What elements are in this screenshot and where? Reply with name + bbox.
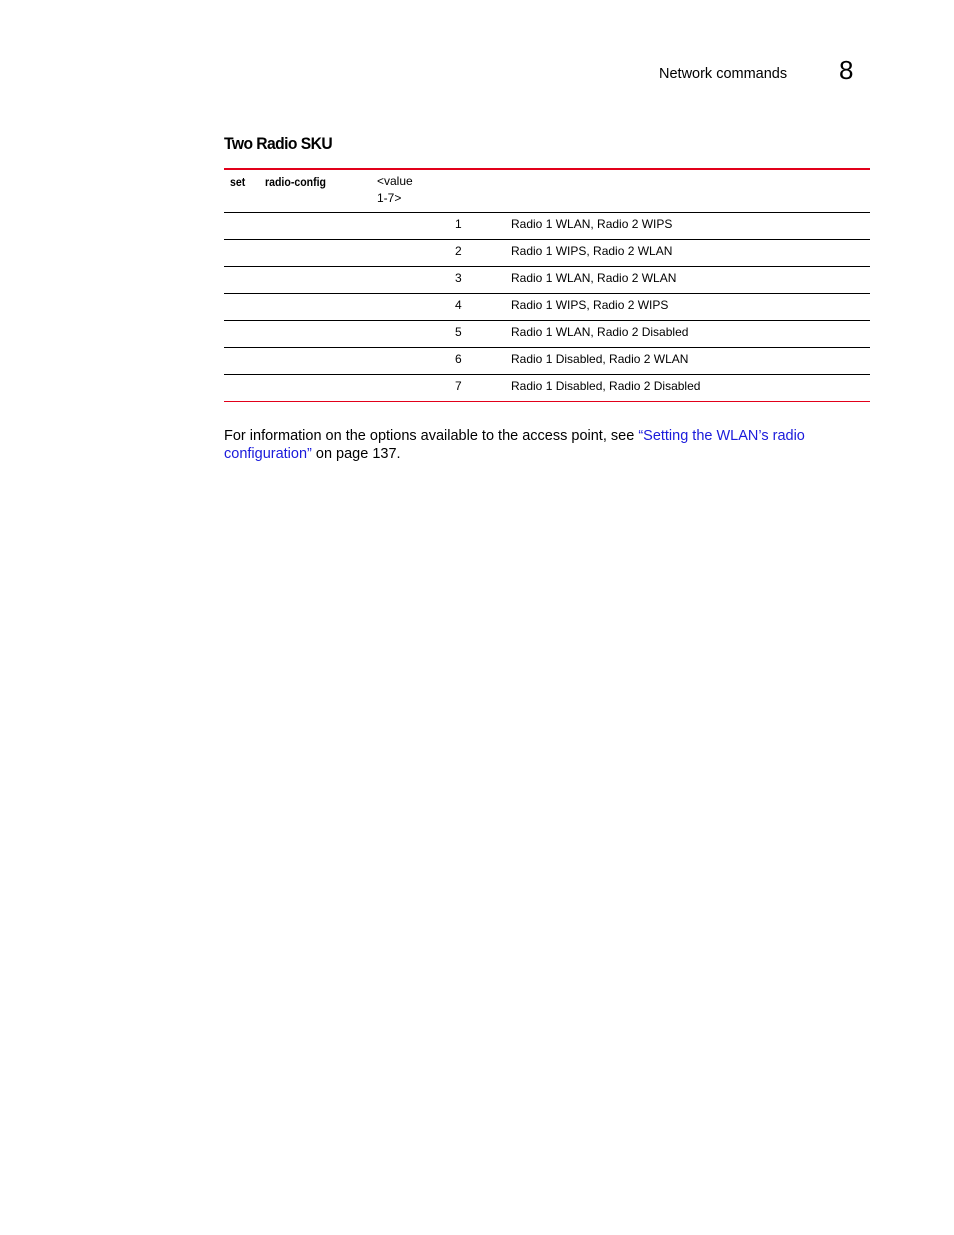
table-row [224,348,870,375]
command-value-line1: <value [377,174,413,188]
option-description: Radio 1 WLAN, Radio 2 WLAN [511,271,677,285]
section-heading: Two Radio SKU [224,134,333,153]
option-value: 2 [455,244,462,258]
body-paragraph [224,427,844,463]
option-description: Radio 1 WIPS, Radio 2 WIPS [511,298,669,312]
option-description: Radio 1 Disabled, Radio 2 Disabled [511,379,701,393]
option-value: 7 [455,379,462,393]
command-keyword: set [230,175,246,189]
table-row [224,375,870,401]
table-row [224,240,870,267]
table-row [224,294,870,321]
table-row [224,321,870,348]
command-syntax-row [224,170,870,213]
option-value: 4 [455,298,462,312]
option-description: Radio 1 WIPS, Radio 2 WLAN [511,244,673,258]
option-description: Radio 1 WLAN, Radio 2 Disabled [511,325,689,339]
paragraph-text-end: on page 137. [311,445,401,462]
cross-reference-link[interactable]: “Setting the WLAN’s radio configuration” [224,427,805,462]
command-argument: radio-config [265,175,327,189]
running-header-section: Network commands [659,66,788,82]
option-description: Radio 1 WLAN, Radio 2 WIPS [511,217,673,231]
table-row [224,267,870,294]
option-value: 3 [455,271,462,285]
option-description: Radio 1 Disabled, Radio 2 WLAN [511,352,689,366]
table-row [224,213,870,240]
chapter-number: 8 [839,55,854,85]
option-value: 6 [455,352,462,366]
command-value [377,173,413,207]
command-table [224,168,870,402]
command-value-line2: 1-7> [377,191,402,205]
option-value: 1 [455,217,462,231]
paragraph-text: For information on the options available to the access point, see [224,427,639,444]
option-value: 5 [455,325,462,339]
